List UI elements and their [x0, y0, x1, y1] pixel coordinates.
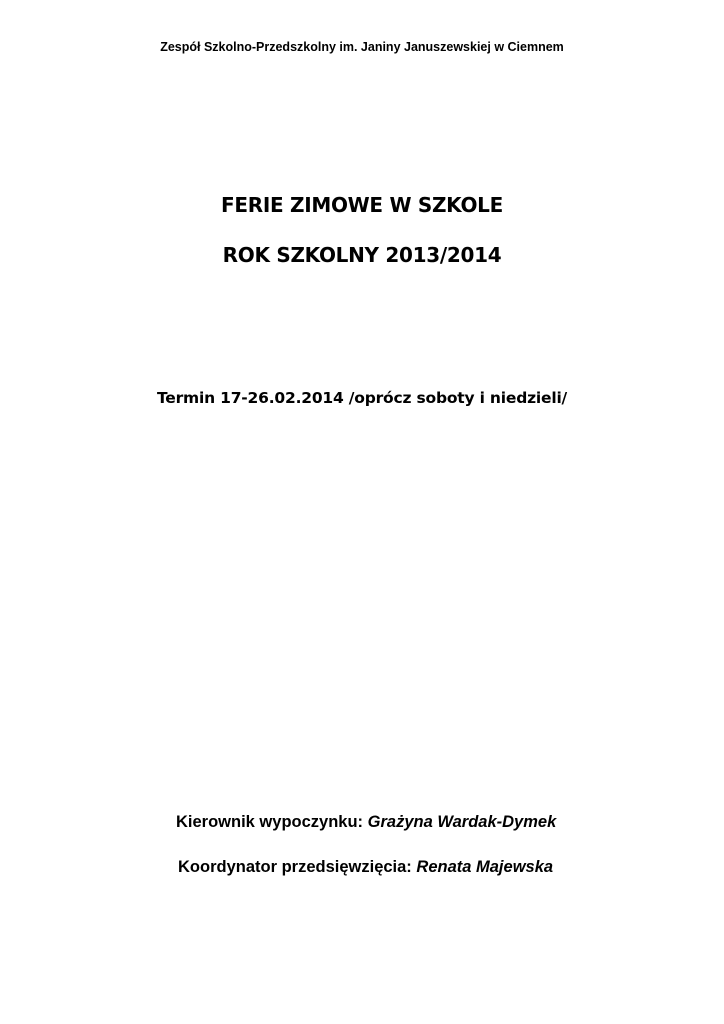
- title-line-2: ROK SZKOLNY 2013/2014: [222, 243, 502, 267]
- role-manager-name: Grażyna Wardak-Dymek: [367, 813, 557, 831]
- role-manager-label: Kierownik wypoczynku:: [176, 813, 364, 831]
- term-dates: Termin 17-26.02.2014 /oprócz soboty i niedzieli/: [156, 389, 568, 407]
- title-line-1: FERIE ZIMOWE W SZKOLE: [221, 193, 503, 217]
- role-coordinator-label: Koordynator przedsięwzięcia:: [178, 858, 412, 876]
- school-header: Zespół Szkolno-Przedszkolny im. Janiny Januszewskiej w Ciemnem: [160, 40, 564, 54]
- role-coordinator: [178, 858, 553, 877]
- role-coordinator-name: Renata Majewska: [416, 858, 554, 876]
- role-manager: [176, 813, 556, 832]
